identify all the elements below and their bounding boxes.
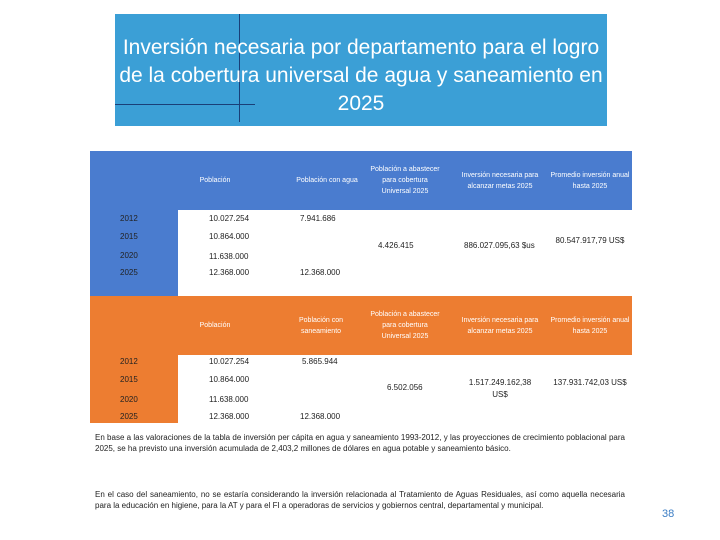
slide-title: Inversión necesaria por departamento para el logro de la cobertura universal de agua y saneamiento en 2025: [119, 36, 603, 115]
sanitation-row-year: 2012: [120, 357, 138, 366]
water-header-promedio: Promedio inversión anual hasta 2025: [550, 171, 630, 190]
water-row-poblacion: 11.638.000: [209, 252, 249, 261]
sanitation-inversion: 1.517.249.162,38 US$: [468, 378, 532, 399]
water-inversion: 886.027.095,63 $us: [464, 241, 535, 250]
water-header-poblacion: Población: [199, 177, 231, 184]
water-row-year: 2025: [120, 268, 138, 277]
water-row-poblacion: 10.027.254: [209, 214, 250, 223]
water-row-cobertura: 7.941.686: [300, 214, 336, 223]
sanitation-row-cobertura: 5.865.944: [302, 357, 338, 366]
sanitation-header-inversion: Inversión necesaria para alcanzar metas 2025: [461, 316, 539, 335]
sanitation-promedio: 137.931.742,03 US$: [553, 378, 627, 387]
water-row-year: 2012: [120, 214, 138, 223]
sanitation-row-poblacion: 10.864.000: [209, 375, 250, 384]
sanitation-header-promedio: Promedio inversión anual hasta 2025: [550, 316, 630, 335]
sanitation-row-year: 2025: [120, 412, 138, 421]
water-promedio: 80.547.917,79 US$: [555, 236, 625, 245]
water-row-year: 2020: [120, 251, 138, 260]
water-header-inversion: Inversión necesaria para alcanzar metas 2025: [461, 171, 539, 190]
water-row-year: 2015: [120, 232, 138, 241]
sanitation-header-abastecer: Población a abastecer para cobertura Universal 2025: [370, 311, 440, 340]
water-row-cobertura: 12.368.000: [300, 268, 341, 277]
sanitation-row-poblacion: 12.368.000: [209, 412, 250, 421]
water-row-poblacion: 12.368.000: [209, 268, 250, 277]
sanitation-table: [90, 296, 632, 426]
water-header-abastecer: Población a abastecer para cobertura Universal 2025: [370, 166, 440, 195]
sanitation-row-year: 2020: [120, 395, 138, 404]
sanitation-poblacion-abastecer: 6.502.056: [387, 383, 423, 392]
sanitation-header-con-saneamiento: Población con saneamiento: [299, 316, 343, 335]
sanitation-note-paragraph: En el caso del saneamiento, no se estaría considerando la inversión relacionada al Tratamiento de Aguas Residuales, así como aquella necesaria para la educación en higiene, para la AT y para el FI a operadoras de servicios y gobiernos central, departamental y municipal.: [95, 490, 625, 510]
water-poblacion-abastecer: 4.426.415: [378, 241, 414, 250]
page-number: 38: [662, 508, 675, 520]
sanitation-row-year: 2015: [120, 375, 138, 384]
water-row-poblacion: 10.864.000: [209, 232, 250, 241]
sanitation-row-cobertura: 12.368.000: [300, 412, 341, 421]
sanitation-row-poblacion: 11.638.000: [209, 395, 249, 404]
sanitation-row-poblacion: 10.027.254: [209, 357, 250, 366]
summary-paragraph: En base a las valoraciones de la tabla de inversión per cápita en agua y saneamiento 1993-2012, y las proyecciones de crecimiento poblacional para 2025, se ha previsto una inversión acumulada de 2,403,2 millones de dólares en agua potable y saneamiento básico.: [95, 433, 625, 453]
sanitation-header-poblacion: Población: [199, 322, 231, 329]
water-header-con-agua: Población con agua: [296, 177, 358, 184]
